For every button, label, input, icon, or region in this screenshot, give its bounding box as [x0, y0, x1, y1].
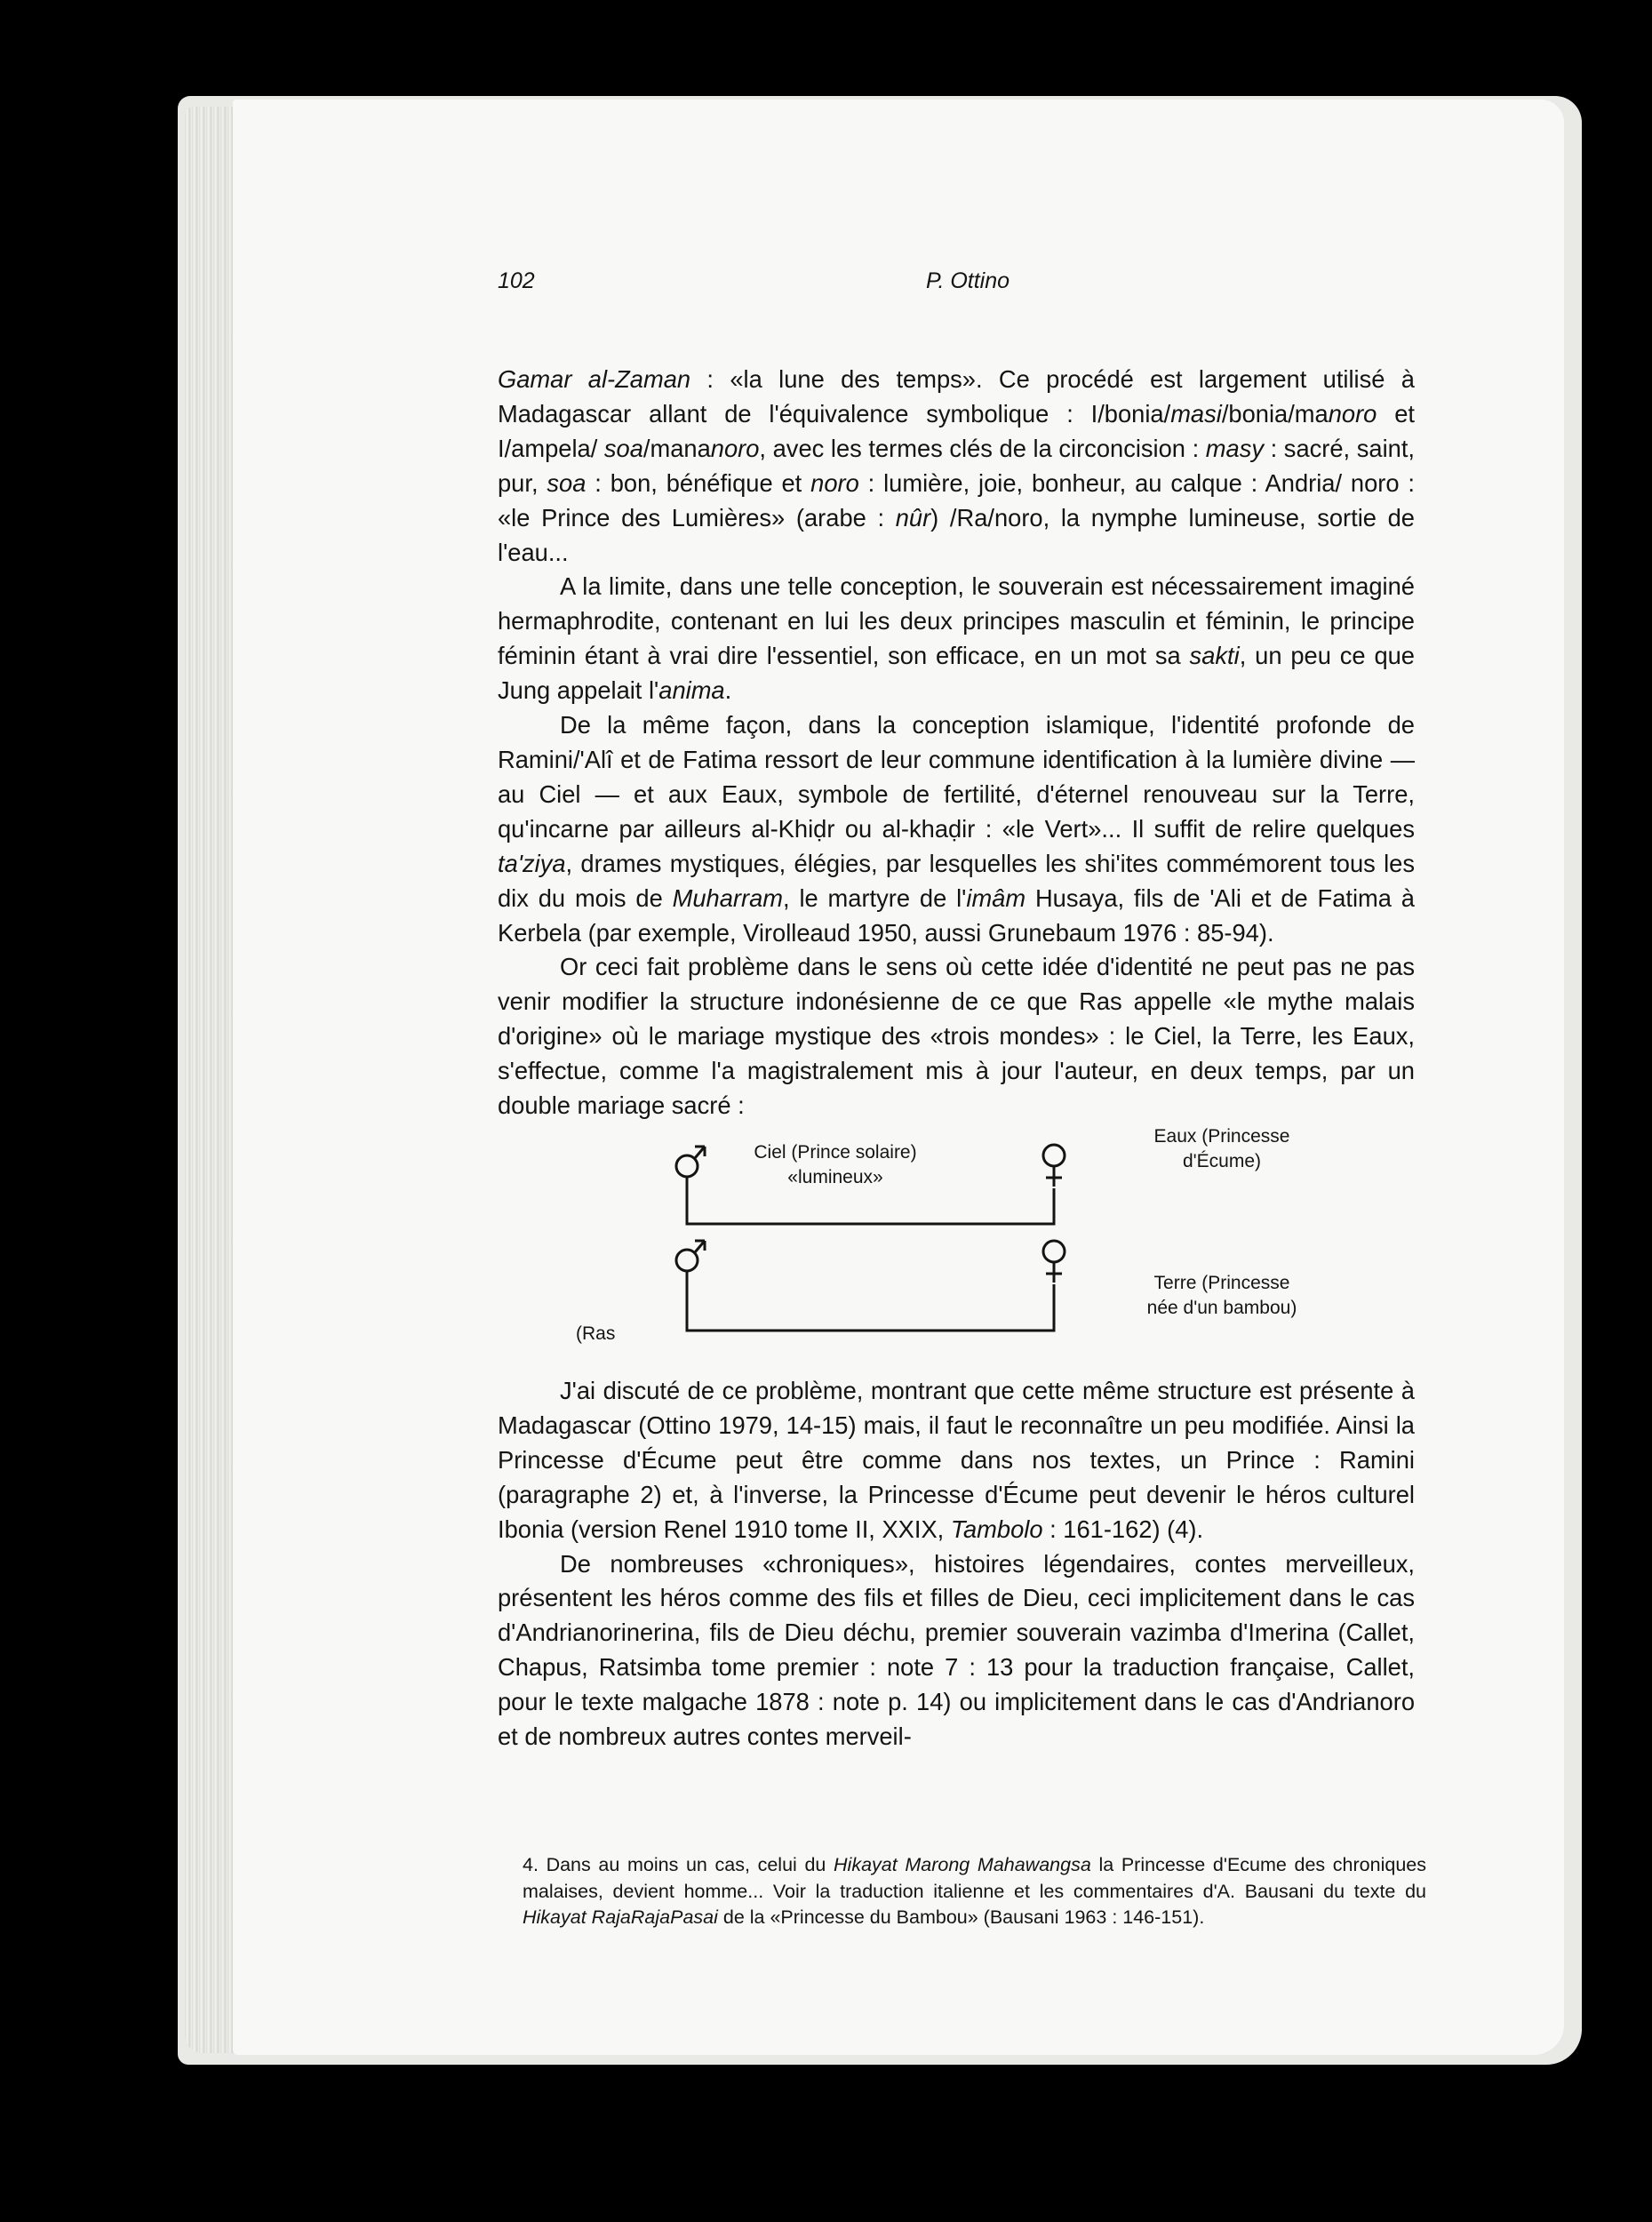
male-symbol-icon [676, 1147, 705, 1177]
ras-label: (Ras [576, 1323, 616, 1344]
italic-term: masy [1205, 434, 1264, 462]
terre-label: Terre (Princesse née d'un bambou) [1146, 1273, 1297, 1318]
paragraph-6: De nombreuses «chroniques», histoires légendaires, contes merveilleux, présentent les héros comme des fils et filles de Dieu, ceci implicitement dans le cas d'Andrianorinerina, fils de Dieu déchu, premier souverain vazimba d'Imerina (Callet, Chapus, Ratsimba tome premier : note 7 : 13 pour la traduction française, Callet, pour le texte malgache 1878 : note p. 14) ou implicitement dans le cas d'Andrianoro et de nombreux autres contes merveil- [498, 1549, 1415, 1751]
ciel-label: Ciel (Prince solaire) «lumineux» [754, 1142, 917, 1187]
paragraph-2: A la limite, dans une telle conception, le souverain est nécessairement imaginé hermaphrodite, contenant en lui les deux principes masculin et féminin, le principe féminin étant à vrai dire l'essentiel, son efficace, en un mot sa sakti, un peu ce que Jung appelait l'anima. [498, 572, 1415, 705]
female-symbol-icon [1043, 1145, 1065, 1187]
running-head: P. Ottino [926, 268, 1010, 293]
paragraph-1: Gamar al-Zaman : «la lune des temps». Ce procédé est largement utilisé à Madagascar allant de l'équivalence symbolique : I/bonia/masi/bonia/manoro et I/ampela/ soa/mananoro, avec les termes clés de la circoncision : masy : sacré, saint, pur, soa : bon, bénéfique et noro : lumière, joie, bonheur, au calque : Andria/ noro : «le Prince des Lumières» (arabe : nûr) /Ra/noro, la nymphe lumineuse, sortie de l'eau... [498, 365, 1415, 566]
italic-term: soa [547, 468, 587, 497]
italic-term: noro [810, 468, 859, 497]
italic-term: Gamar al-Zaman [498, 365, 691, 393]
italic-term: sakti [1189, 642, 1240, 670]
body-text-bottom [498, 1374, 1415, 1754]
italic-term: Tambolo [950, 1515, 1043, 1543]
italic-term: Muharram [672, 883, 784, 912]
italic-term: noro [710, 434, 760, 462]
italic-term: noro [1328, 399, 1377, 428]
italic-term: ta'ziya [498, 849, 566, 877]
italic-term: masi [1170, 399, 1222, 428]
eaux-label: Eaux (Princesse d'Écume) [1153, 1126, 1290, 1171]
bracket-line [687, 1271, 1054, 1331]
marriage-diagram [498, 1124, 1415, 1373]
italic-term: soa [603, 434, 643, 462]
italic-term: Hikayat RajaRajaPasai [523, 1906, 718, 1928]
italic-term: nûr [895, 503, 931, 532]
female-symbol-icon [1043, 1241, 1065, 1283]
paragraph-4: Or ceci fait problème dans le sens où cette idée d'identité ne peut pas ne pas venir modifier la structure indonésienne de ce que Ras appelle «le mythe malais d'origine» où le mariage mystique des «trois mondes» : le Ciel, la Terre, les Eaux, s'effectue, comme l'a magistralement mis à jour l'auteur, en deux temps, par un double mariage sacré : [498, 953, 1415, 1120]
paragraph-3: De la même façon, dans la conception islamique, l'identité profonde de Ramini/'Alî et de Fatima ressort de leur commune identification à la lumière divine — au Ciel — et aux Eaux, symbole de fertilité, d'éternel renouveau sur la Terre, qu'incarne par ailleurs al-Khiḍr ou al-khaḍir : «le Vert»... Il suffit de relire quelques ta'ziya, drames mystiques, élégies, par lesquelles les shi'ites commémorent tous les dix du mois de Muharram, le martyre de l'imâm Husaya, fils de 'Ali et de Fatima à Kerbela (par exemple, Virolleaud 1950, aussi Grunebaum 1976 : 85-94). [498, 711, 1415, 947]
page-number: 102 [498, 268, 535, 293]
male-symbol-icon [676, 1241, 705, 1271]
italic-term: anima [658, 676, 725, 705]
italic-term: imâm [966, 883, 1026, 912]
paragraph-5: J'ai discuté de ce problème, montrant que cette même structure est présente à Madagascar (Ottino 1979, 14-15) mais, il faut le reconnaître un peu modifiée. Ainsi la Princesse d'Écume peut être comme dans nos textes, un Prince : Ramini (paragraphe 2) et, à l'inverse, la Princesse d'Écume peut devenir le héros culturel Ibonia (version Renel 1910 tome II, XXIX, Tambolo : 161-162) (4). [498, 1377, 1415, 1543]
footnote-4: 4. Dans au moins un cas, celui du Hikayat Marong Mahawangsa la Princesse d'Ecume des chroniques malaises, devient homme... Voir la traduction italienne et les commentaires d'A. Bausani du texte du Hikayat RajaRajaPasai de la «Princesse du Bambou» (Bausani 1963 : 146-151). [523, 1854, 1426, 1928]
italic-term: Hikayat Marong Mahawangsa [834, 1854, 1091, 1875]
body-text-top [498, 363, 1415, 1123]
footnote [523, 1852, 1426, 1931]
